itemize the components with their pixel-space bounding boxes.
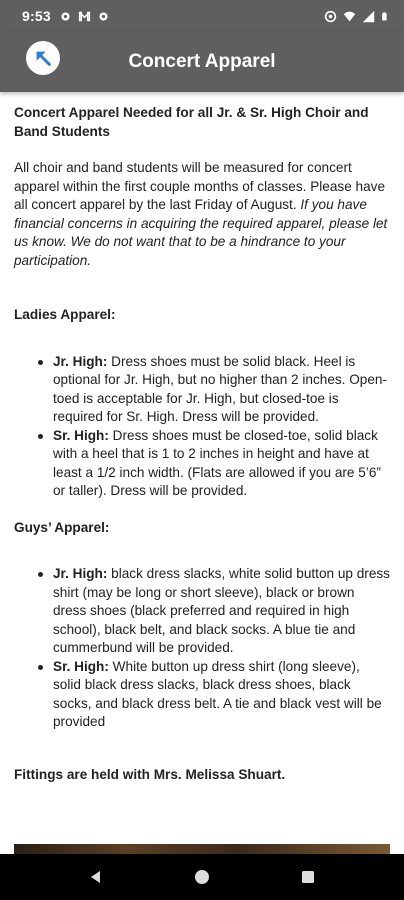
intro-italic-text: If you have financial concerns in acquiring the required apparel, please let us know. We do not want that to be a hindrance to your participation. bbox=[14, 197, 388, 268]
gear-icon bbox=[97, 10, 110, 23]
recents-square-icon[interactable] bbox=[300, 869, 316, 885]
guys-list bbox=[36, 565, 390, 732]
photo-image bbox=[14, 844, 390, 854]
gear-icon bbox=[59, 10, 72, 23]
eye-icon bbox=[324, 10, 337, 23]
app-bar bbox=[0, 32, 404, 92]
article-heading: Concert Apparel Needed for all Jr. & Sr. High Choir and Band Students bbox=[14, 105, 369, 139]
list-item bbox=[36, 658, 390, 732]
item-label: Sr. High: bbox=[53, 658, 109, 674]
signal-icon bbox=[362, 10, 375, 23]
status-bar bbox=[0, 0, 404, 32]
item-label: Sr. High: bbox=[53, 427, 109, 443]
back-triangle-icon[interactable] bbox=[88, 869, 104, 885]
article-content[interactable] bbox=[0, 92, 404, 854]
system-nav-bar bbox=[0, 854, 404, 900]
item-text: Dress shoes must be closed-toe, solid black with a heel that is 1 to 2 inches in height and have at least a 1/2 inch width. (Flats are allowed if you are 5’6” or taller). Dress will be provided. bbox=[53, 427, 381, 498]
status-time: 9:53 bbox=[22, 8, 51, 24]
list-item bbox=[36, 353, 390, 427]
item-text: Dress shoes must be solid black. Heel is optional for Jr. High, but no higher than 2 inches. Open-toed is acceptable for Jr. High, but closed-toe is required for Sr. High. Dress will be provided. bbox=[53, 353, 388, 424]
item-text: black dress slacks, white solid button up dress shirt (may be long or short sleeve), black or brown dress shoes (black preferred and required in high school), black belt, and black socks. A blue tie and cummerbund will be provided. bbox=[53, 566, 390, 655]
fittings-note: Fittings are held with Mrs. Melissa Shuart. bbox=[14, 766, 286, 782]
list-item bbox=[36, 565, 390, 658]
ladies-list bbox=[36, 353, 390, 501]
intro-text: All choir and band students will be measured for concert apparel within the first couple months of classes. Please have all concert apparel by the last Friday of August. bbox=[14, 160, 386, 212]
arrow-up-left-icon bbox=[32, 47, 54, 69]
item-label: Jr. High: bbox=[53, 353, 108, 369]
item-label: Jr. High: bbox=[53, 566, 108, 581]
home-circle-icon[interactable] bbox=[194, 869, 210, 885]
intro-paragraph bbox=[14, 159, 390, 270]
item-text: White button up dress shirt (long sleeve), solid black dress slacks, black dress shoes, black socks, and black dress belt. A tie and black vest will be provided bbox=[53, 658, 382, 729]
battery-icon bbox=[381, 10, 390, 23]
gmail-icon bbox=[78, 10, 91, 23]
ladies-section-title: Ladies Apparel: bbox=[14, 307, 116, 322]
back-button[interactable] bbox=[26, 41, 60, 75]
guys-section-title: Guys’ Apparel: bbox=[14, 519, 110, 535]
wifi-icon bbox=[343, 10, 356, 23]
list-item bbox=[36, 427, 390, 501]
page-title: Concert Apparel bbox=[128, 51, 276, 72]
